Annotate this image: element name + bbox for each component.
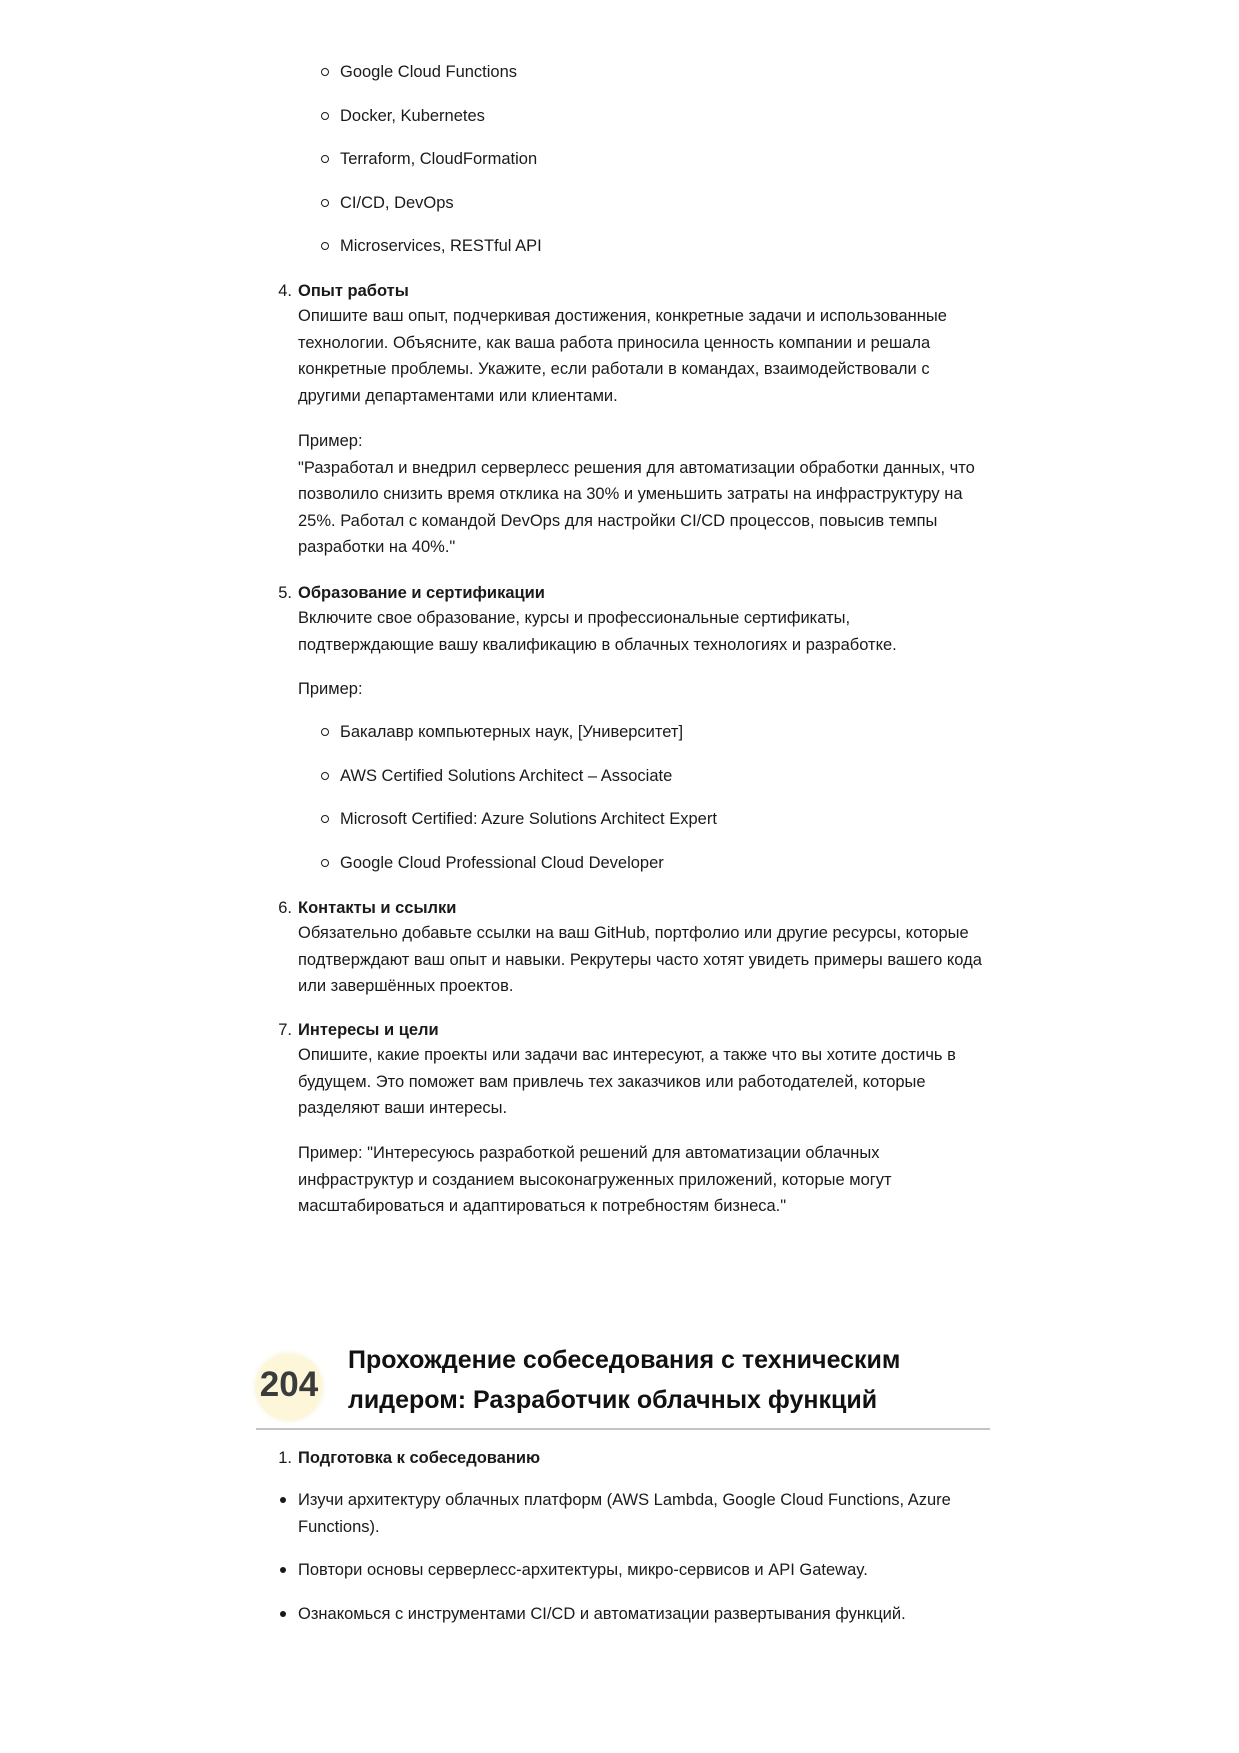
example-block — [298, 428, 998, 561]
section-title: Контакты и ссылки — [298, 899, 457, 917]
list-item: Бакалавр компьютерных наук, [Университет] — [340, 720, 683, 744]
bullet-dot-icon — [280, 1497, 286, 1503]
circle-bullet-icon — [321, 859, 329, 867]
circle-bullet-icon — [321, 242, 329, 250]
bullet-item: Изучи архитектуру облачных платформ (AWS Lambda, Google Cloud Functions, Azure Functions). — [298, 1487, 998, 1540]
paragraph-line: инфраструктур и созданием высоконагруженных приложений, которые могут — [298, 1170, 892, 1189]
example-label-block — [298, 676, 998, 703]
section-education — [298, 581, 998, 658]
paragraph-line: масштабироваться и адаптироваться к потребностям бизнеса." — [298, 1197, 787, 1215]
list-item: Microservices, RESTful API — [340, 234, 542, 258]
section-number: 1. — [278, 1449, 292, 1467]
section-contacts — [298, 896, 998, 1000]
chapter-title-line: лидером: Разработчик облачных функций — [348, 1386, 878, 1414]
circle-bullet-icon — [321, 199, 329, 207]
chapter-number: 204 — [259, 1365, 319, 1404]
section-number: 7. — [278, 1021, 292, 1039]
paragraph-line: Включите свое образование, курсы и профессиональные сертификаты, — [298, 609, 851, 627]
section-title: Образование и сертификации — [298, 584, 545, 602]
paragraph-line: подтверждают ваш опыт и навыки. Рекрутеры часто хотят увидеть примеры вашего кода — [298, 950, 982, 969]
example-label: Пример: — [298, 432, 363, 450]
example-label: Пример: — [298, 680, 363, 698]
bullet-item: Ознакомься с инструментами CI/CD и автоматизации развертывания функций. — [298, 1601, 998, 1628]
section-title: Опыт работы — [298, 282, 409, 300]
circle-bullet-icon — [321, 112, 329, 120]
list-item: Google Cloud Functions — [340, 60, 517, 84]
example-block — [298, 1140, 998, 1220]
bullet-dot-icon — [280, 1611, 286, 1617]
paragraph-line: другими департаментами или клиентами. — [298, 386, 618, 405]
section-experience — [298, 279, 998, 409]
paragraph-line: будущем. Это поможет вам привлечь тех заказчиков или работодателей, которые — [298, 1072, 926, 1091]
circle-bullet-icon — [321, 155, 329, 163]
paragraph-line: или завершённых проектов. — [298, 977, 514, 995]
paragraph-line: позволило снизить время отклика на 30% и уменьшить затраты на инфраструктуру на — [298, 485, 963, 503]
list-item: Terraform, CloudFormation — [340, 147, 537, 171]
list-item: Google Cloud Professional Cloud Developer — [340, 851, 664, 875]
circle-bullet-icon — [321, 772, 329, 780]
circle-bullet-icon — [321, 68, 329, 76]
section-number: 5. — [278, 584, 292, 602]
paragraph-line: 25%. Работал с командой DevOps для настройки CI/CD процессов, повысив темпы — [298, 511, 938, 530]
section-preparation — [298, 1446, 998, 1470]
bullet-dot-icon — [280, 1567, 286, 1573]
paragraph-line: Обязательно добавьте ссылки на ваш GitHub, портфолио или другие ресурсы, которые — [298, 924, 969, 942]
chapter-title — [348, 1340, 900, 1420]
paragraph-line: разработки на 40%." — [298, 538, 456, 556]
paragraph-line: конкретные проблемы. Укажите, если работали в командах, взаимодействовали с — [298, 360, 930, 378]
list-item: Microsoft Certified: Azure Solutions Architect Expert — [340, 807, 717, 831]
paragraph-line: разделяют ваши интересы. — [298, 1099, 508, 1117]
circle-bullet-icon — [321, 728, 329, 736]
section-title: Интересы и цели — [298, 1021, 439, 1039]
paragraph-line: "Разработал и внедрил серверлесс решения для автоматизации обработки данных, что — [298, 458, 975, 477]
chapter-heading — [256, 1330, 990, 1430]
paragraph-line: Опишите ваш опыт, подчеркивая достижения, конкретные задачи и использованные — [298, 307, 947, 325]
list-item: CI/CD, DevOps — [340, 191, 454, 215]
section-interests — [298, 1018, 998, 1122]
paragraph-line: подтверждающие вашу квалификацию в облачных технологиях и разработке. — [298, 635, 897, 654]
section-title: Подготовка к собеседованию — [298, 1449, 541, 1467]
paragraph-line: Опишите, какие проекты или задачи вас интересуют, а также что вы хотите достичь в — [298, 1046, 956, 1064]
list-item: AWS Certified Solutions Architect – Associate — [340, 764, 672, 788]
chapter-title-line: Прохождение собеседования с техническим — [348, 1346, 901, 1374]
list-item: Docker, Kubernetes — [340, 104, 485, 128]
circle-bullet-icon — [321, 815, 329, 823]
paragraph-line: технологии. Объясните, как ваша работа приносила ценность компании и решала — [298, 333, 931, 352]
paragraph-line: Пример: "Интересуюсь разработкой решений для автоматизации облачных — [298, 1144, 880, 1162]
section-number: 6. — [278, 899, 292, 917]
bullet-item: Повтори основы серверлесс-архитектуры, микро-сервисов и API Gateway. — [298, 1557, 998, 1584]
section-number: 4. — [278, 282, 292, 300]
